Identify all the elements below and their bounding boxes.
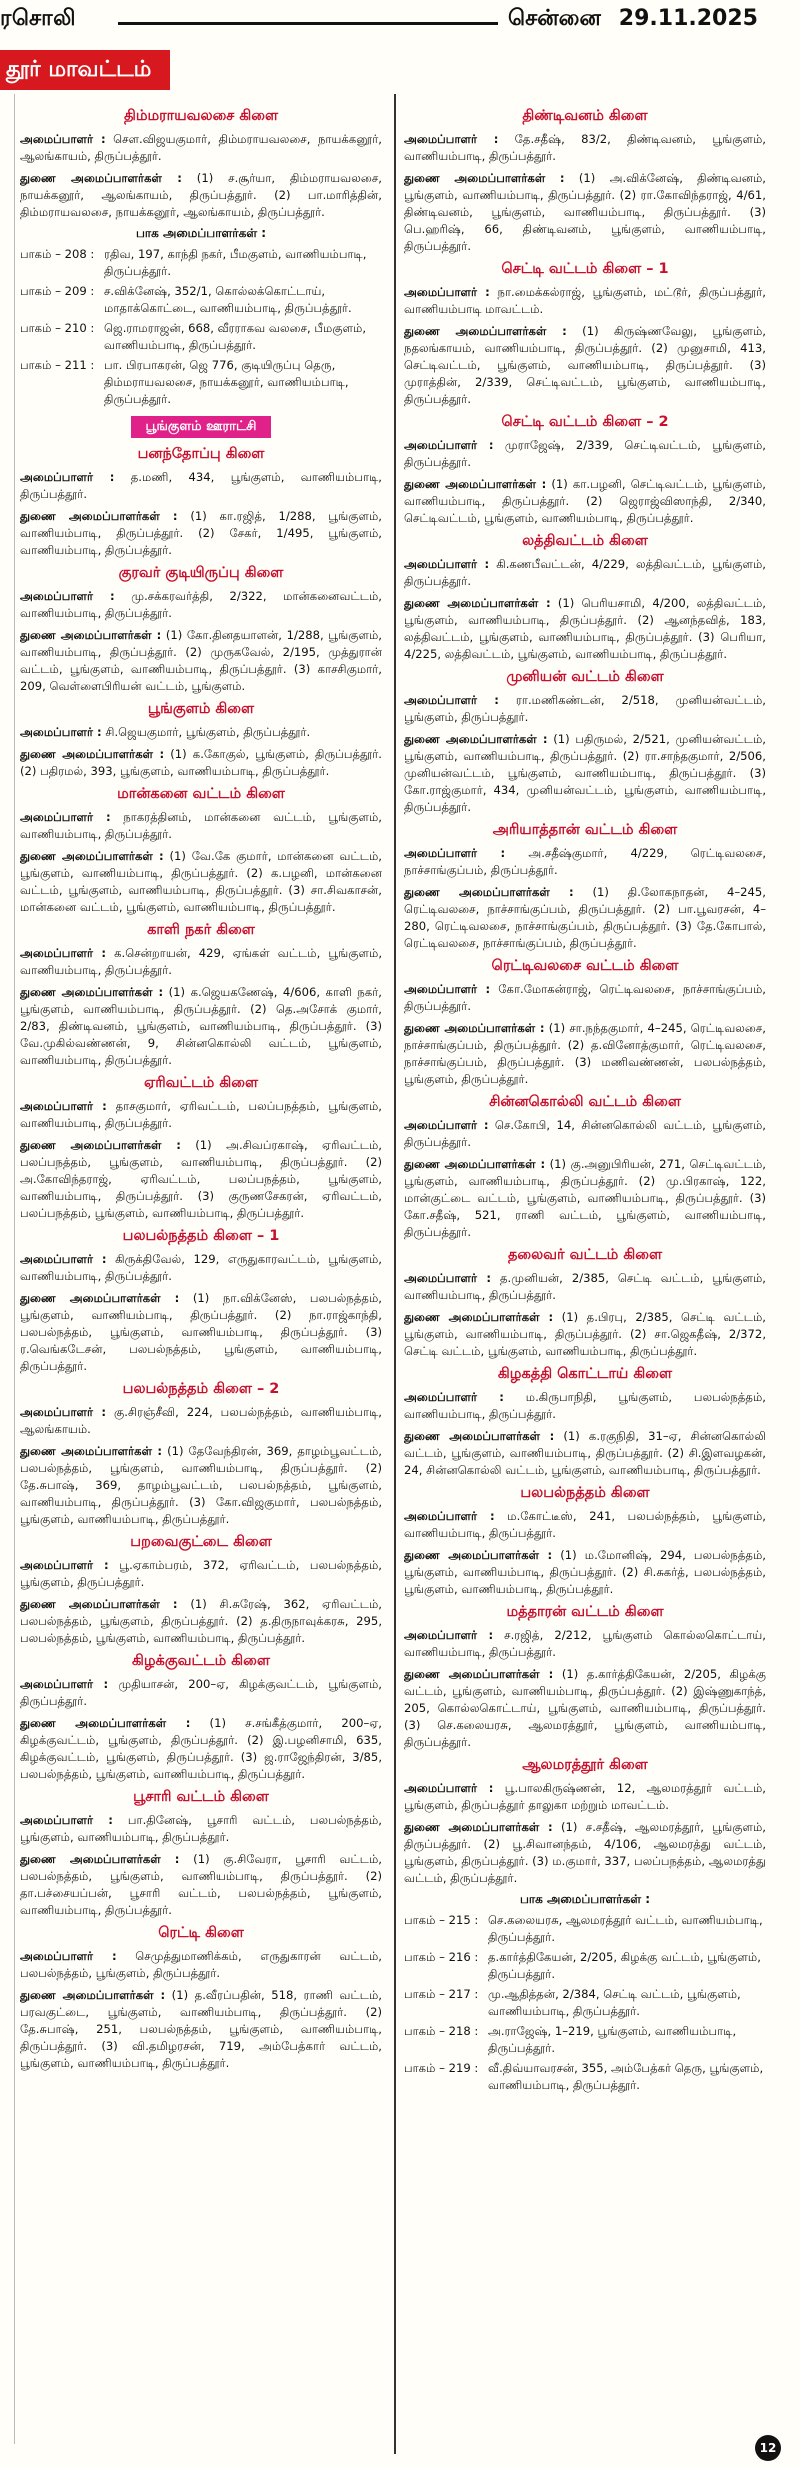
role-label: அமைப்பாளர் : xyxy=(20,1405,107,1419)
member-details: (1) கு.அனுபிரியன், 271, செட்டிவட்டம், பூங்குளம், வாணியம்பாடி, திருப்பத்தூர். (2) மு.பிரகாஷ், 122, மான்குட்டை வட்டம், பூங்குளம், வாணியம்பாடி, திருப்பத்தூர். (3) கோ.சதீஷ், 521, ராணி வட்டம், பூங்குளம், வாணியம்பாடி, திருப்பத்தூர். xyxy=(404,1157,766,1239)
booth-organizer: மு.ஆதித்தன், 2/384, செட்டி வட்டம், பூங்குளம், வாணியம்பாடி, திருப்பத்தூர். xyxy=(488,1987,741,2018)
role-label: துணை அமைப்பாளர்கள் : xyxy=(404,1429,555,1443)
page-edge-strip xyxy=(0,94,15,2444)
organizer-entry xyxy=(20,1404,382,1438)
role-label: துணை அமைப்பாளர்கள் : xyxy=(404,477,547,491)
district-heading: தூர் மாவட்டம் xyxy=(0,50,170,90)
booth-organizer: பா. பிரபாகரன், ஜெ 776, குடியிருப்பு தெரு, திம்மராயவலசை, நாயக்கனூர், வாணியம்பாடி, திருப்பத்தூர். xyxy=(104,358,349,406)
role-label: துணை அமைப்பாளர்கள் : xyxy=(20,1444,163,1458)
role-label: அமைப்பாளர் : xyxy=(20,1252,107,1266)
deputy-organizers-entry xyxy=(20,1290,382,1375)
member-details: ரா.மணிகண்டன், 2/518, முனியன்வட்டம், பூங்குளம், திருப்பத்தூர். xyxy=(404,693,766,724)
member-details: (1) த.பிரபு, 2/385, செட்டி வட்டம், பூங்குளம், வாணியம்பாடி, திருப்பத்தூர். (2) சா.ஜெகதீஷ், 2/372, செட்டி வட்டம், பூங்குளம், வாணியம்பாடி, திருப்பத்தூர். xyxy=(404,1310,766,1358)
member-details: த.மணி, 434, பூங்குளம், வாணியம்பாடி, திருப்பத்தூர். xyxy=(20,470,382,501)
member-details: (1) சி.சுரேஷ், 362, ஏரிவட்டம், பலபல்நத்தம், பூங்குளம், திருப்பத்தூர். (2) த.திருநாவுக்கரசு, 295, பலபல்நத்தம், பூங்குளம், வாணியம்பாடி, திருப்பத்தூர். xyxy=(20,1597,382,1645)
member-details: சி.ஜெயகுமார், பூங்குளம், திருப்பத்தூர். xyxy=(101,725,311,739)
branch-title: பூங்குளம் கிளை xyxy=(147,701,255,717)
role-label: துணை அமைப்பாளர்கள் : xyxy=(20,1716,191,1730)
booth-row xyxy=(20,246,382,280)
branch-section xyxy=(404,414,766,527)
organizer-entry xyxy=(20,1557,382,1591)
left-column xyxy=(20,104,382,2444)
deputy-organizers-entry xyxy=(404,1309,766,1360)
branch-title: பலபல்நத்தம் கிளை xyxy=(520,1485,650,1501)
branch-title: கிழகத்தி கொட்டாய் கிளை xyxy=(497,1366,673,1382)
branch-title: செட்டி வட்டம் கிளை – 1 xyxy=(501,261,669,277)
role-label: அமைப்பாளர் : xyxy=(20,1813,113,1827)
branch-section xyxy=(404,108,766,255)
deputy-organizers-entry xyxy=(20,1596,382,1647)
branch-title: ஏரிவட்டம் கிளை xyxy=(143,1075,259,1091)
branch-section xyxy=(20,108,382,408)
role-label: அமைப்பாளர் : xyxy=(20,1099,107,1113)
deputy-organizers-entry xyxy=(404,1819,766,1887)
branch-section xyxy=(404,1757,766,2094)
member-details: தே.சதீஷ், 83/2, திண்டிவனம், பூங்குளம், வாணியம்பாடி, திருப்பத்தூர். xyxy=(404,132,766,163)
branch-section xyxy=(404,1094,766,1241)
branch-title: மான்கனை வட்டம் கிளை xyxy=(117,786,285,802)
role-label: அமைப்பாளர் : xyxy=(404,1781,494,1795)
branch-title: அரியாத்தான் வட்டம் கிளை xyxy=(492,822,678,838)
dateline xyxy=(508,6,758,34)
deputy-organizers-entry xyxy=(404,1156,766,1241)
booth-organizer: அ.ராஜேஷ், 1–219, பூங்குளம், வாணியம்பாடி, திருப்பத்தூர். xyxy=(488,2024,737,2055)
branch-section xyxy=(20,1228,382,1375)
organizer-entry xyxy=(404,131,766,165)
organizer-entry xyxy=(20,1676,382,1710)
booth-number: பாகம் – 218 : xyxy=(404,2024,479,2038)
booth-row xyxy=(20,357,382,408)
deputy-organizers-entry xyxy=(20,984,382,1069)
organizer-entry xyxy=(20,131,382,165)
booth-organizers-heading: பாக அமைப்பாளர்கள் : xyxy=(519,1892,651,1906)
booth-number: பாகம் – 216 : xyxy=(404,1950,479,1964)
booth-row xyxy=(404,1949,766,1983)
member-details: (1) ம.மோனிஷ், 294, பலபல்நத்தம், பூங்குளம், வாணியம்பாடி, திருப்பத்தூர். (2) சி.சுகர்த், பலபல்நத்தம், பூங்குளம், வாணியம்பாடி, திருப்பத்தூர். xyxy=(404,1548,766,1596)
organizer-entry xyxy=(404,1627,766,1661)
branch-title: பலபல்நத்தம் கிளை – 2 xyxy=(122,1381,280,1397)
member-details: ம.கிருபாநிதி, பூங்குளம், பலபல்நத்தம், வாணியம்பாடி, திருப்பத்தூர். xyxy=(404,1390,766,1421)
booth-row xyxy=(404,1986,766,2020)
member-details: கி.கணபீவட்டன், 4/229, லத்திவட்டம், பூங்குளம், திருப்பத்தூர். xyxy=(404,557,766,588)
branch-title: பூசாரி வட்டம் கிளை xyxy=(133,1789,269,1805)
role-label: அமைப்பாளர் : xyxy=(404,557,490,571)
member-details: சௌ.விஜயகுமார், திம்மராயவலசை, நாயக்கனூர், ஆலங்காயம், திருப்பத்தூர். xyxy=(20,132,382,163)
member-details: (1) கோ.தினதயாளன், 1/288, பூங்குளம், வாணியம்பாடி, திருப்பத்தூர். (2) முருகவேல், 2/195, முத்துரான் வட்டம், பூங்குளம், வாணியம்பாடி, திருப்பத்தூர். (3) காசசிகுமார், 209, வெள்ளைபிரியன் வட்டம், பூங்குளம். xyxy=(20,628,382,693)
member-details: (1) க.ஜெயகணேஷ், 4/606, காளி நகர், பூங்குளம், வாணியம்பாடி, திருப்பத்தூர். (2) தெ.அசோக் குமார், 2/83, திண்டிவனம், பூங்குளம், வாணியம்பாடி, திருப்பத்தூர். (3) வே.முகில்வண்ணன், 9, சின்னகொல்லி வட்டம், பூங்குளம், வாணியம்பாடி, திருப்பத்தூர். xyxy=(20,985,382,1067)
member-details: பூ.பாலகிருஷ்ணன், 12, ஆலமரத்தூர் வட்டம், பூங்குளம், திருப்பத்தூர் தாலுகா மற்றும் மாவட்டம். xyxy=(404,1781,766,1812)
role-label: அமைப்பாளர் : xyxy=(404,1390,504,1404)
deputy-organizers-entry xyxy=(20,508,382,559)
branch-title: சின்னகொல்லி வட்டம் கிளை xyxy=(489,1094,681,1110)
deputy-organizers-entry xyxy=(20,1715,382,1783)
member-details: பூ.ஏகாம்பரம், 372, ஏரிவட்டம், பலபல்நத்தம், பூங்குளம், திருப்பத்தூர். xyxy=(20,1558,382,1589)
organizer-entry xyxy=(20,588,382,622)
right-column xyxy=(404,104,766,2444)
branch-title: மத்தாரன் வட்டம் கிளை xyxy=(506,1604,664,1620)
organizer-entry xyxy=(404,981,766,1015)
role-label: துணை அமைப்பாளர்கள் : xyxy=(20,1597,178,1611)
deputy-organizers-entry xyxy=(404,595,766,663)
role-label: அமைப்பாளர் : xyxy=(20,810,111,824)
branch-section xyxy=(404,261,766,408)
member-details: அ.சதீஷ்குமார், 4/229, ரெட்டிவலசை, நாச்சாங்குப்பம், திருப்பத்தூர். xyxy=(404,846,766,877)
organizer-entry xyxy=(20,945,382,979)
member-details: (1) சா.நந்தகுமார், 4–245, ரெட்டிவலசை, நாச்சாங்குப்பம், திருப்பத்தூர். (2) த.வினோத்குமார், ரெட்டிவலசை, நாச்சாங்குப்பம், திருப்பத்தூர். (3) மணிவண்ணன், பலபல்நத்தம், பூங்குளம், திருப்பத்தூர். xyxy=(404,1021,766,1086)
member-details: முராஜேஷ், 2/339, செட்டிவட்டம், பூங்குளம், திருப்பத்தூர். xyxy=(404,438,766,469)
organizer-entry xyxy=(20,469,382,503)
role-label: துணை அமைப்பாளர்கள் : xyxy=(404,1548,553,1562)
role-label: துணை அமைப்பாளர்கள் : xyxy=(20,985,164,999)
booth-row xyxy=(20,283,382,317)
deputy-organizers-entry xyxy=(20,1987,382,2072)
branch-section xyxy=(404,822,766,952)
booth-organizer: வீ.திவ்யாவரசன், 355, அம்பேத்கர் தெரு, பூங்குளம், வாணியம்பாடி, திருப்பத்தூர். xyxy=(488,2061,764,2092)
branch-title: ரெட்டிவலசை வட்டம் கிளை xyxy=(491,958,679,974)
role-label: அமைப்பாளர் : xyxy=(404,132,499,146)
deputy-organizers-entry xyxy=(404,476,766,527)
member-details: செமுத்துமாணிக்கம், எருதுகாரன் வட்டம், பலபல்நத்தம், பூங்குளம், திருப்பத்தூர். xyxy=(20,1949,382,1980)
member-details: (1) ச.சூர்யா, திம்மராயவலசை, நாயக்கனூர், ஆலங்காயம், திருப்பத்தூர். (2) பா.மாரித்தின், திம்மராயவலசை, நாயக்கனூர், ஆலங்காயம், திருப்பத்தூர். xyxy=(20,171,382,219)
role-label: துணை அமைப்பாளர்கள் : xyxy=(20,1988,166,2002)
organizer-entry xyxy=(404,1780,766,1814)
branch-section xyxy=(404,958,766,1088)
booth-organizer: செ.கலையரசு, ஆலமரத்தூர் வட்டம், வாணியம்பாடி, திருப்பத்தூர். xyxy=(488,1913,763,1944)
booth-organizer: ரதிவ, 197, காந்தி நகர், பீமகுளம், வாணியம்பாடி, திருப்பத்தூர். xyxy=(104,247,367,278)
organizer-entry xyxy=(20,1251,382,1285)
role-label: துணை அமைப்பாளர்கள் : xyxy=(404,324,567,338)
role-label: துணை அமைப்பாளர்கள் : xyxy=(20,849,164,863)
role-label: துணை அமைப்பாளர்கள் : xyxy=(20,1138,181,1152)
deputy-organizers-entry xyxy=(20,848,382,916)
member-details: (1) கா.ரஜித், 1/288, பூங்குளம், வாணியம்பாடி, திருப்பத்தூர். (2) சேகர், 1/495, பூங்குளம், வாணியம்பாடி, திருப்பத்தூர். xyxy=(20,509,382,557)
branch-section xyxy=(404,1247,766,1360)
role-label: துணை அமைப்பாளர்கள் : xyxy=(404,1021,545,1035)
booth-organizers-heading: பாக அமைப்பாளர்கள் : xyxy=(135,226,267,240)
branch-title: கிழக்குவட்டம் கிளை xyxy=(132,1653,270,1669)
member-details: ச.ரஜித், 2/212, பூங்குளம் கொல்லகொட்டாய், வாணியம்பாடி, திருப்பத்தூர். xyxy=(404,1628,766,1659)
branch-title: காளி நகர் கிளை xyxy=(147,922,255,938)
role-label: அமைப்பாளர் : xyxy=(404,1271,491,1285)
member-details: (1) அ.சிவப்ரகாஷ், ஏரிவட்டம், பலப்பநத்தம், பூங்குளம், வாணியம்பாடி, திருப்பத்தூர். (2) அ.கோவிந்தராஜ், ஏரிவட்டம், பலப்பநத்தம், பூங்குளம், வாணியம்பாடி, திருப்பத்தூர். (3) குருணசேகரன், ஏரிவட்டம், பலப்பநத்தம், பூங்குளம், வாணியம்பாடி, திருப்பத்தூர். xyxy=(20,1138,382,1220)
organizer-entry xyxy=(20,724,382,741)
branch-section xyxy=(20,1789,382,1919)
branch-title: பறவைகுட்டை கிளை xyxy=(130,1534,272,1550)
organizer-entry xyxy=(404,1389,766,1423)
booth-organizer: ஜெ.ராமராஜன், 668, வீரராகவ வலசை, பீமகுளம், வாணியம்பாடி, திருப்பத்தூர். xyxy=(104,321,367,352)
booth-organizer: ச.விக்னேஷ், 352/1, கொல்லக்கொட்டாய், மாதாக்கொட்டை, வாணியம்பாடி, திருப்பத்தூர். xyxy=(104,284,352,315)
organizer-entry xyxy=(404,845,766,879)
role-label: அமைப்பாளர் : xyxy=(404,982,491,996)
masthead-rule xyxy=(118,22,498,25)
branch-section xyxy=(404,669,766,816)
role-label: அமைப்பாளர் : xyxy=(20,725,102,739)
role-label: அமைப்பாளர் : xyxy=(20,470,115,484)
booth-number: பாகம் – 215 : xyxy=(404,1913,479,1927)
role-label: துணை அமைப்பாளர்கள் : xyxy=(20,1291,180,1305)
deputy-organizers-entry xyxy=(404,884,766,952)
member-details: ம.கோட்டீஸ், 241, பலபல்நத்தம், பூங்குளம், வாணியம்பாடி, திருப்பத்தூர். xyxy=(404,1509,766,1540)
member-details: (1) வே.கே குமார், மான்கனை வட்டம், பூங்குளம், வாணியம்பாடி, திருப்பத்தூர். (2) க.பழனி, மான்கனை வட்டம், பூங்குளம், வாணியம்பாடி, திருப்பத்தூர். (3) சா.சிவகாசன், மான்கனை வட்டம், பூங்குளம், வாணியம்பாடி, திருப்பத்தூர். xyxy=(20,849,382,914)
page-number: 12 xyxy=(755,2435,781,2461)
city-name: சென்னை xyxy=(508,6,601,31)
role-label: துணை அமைப்பாளர்கள் : xyxy=(404,1157,546,1171)
member-details: (1) நா.விக்னேஸ், பலபல்நத்தம், பூங்குளம், வாணியம்பாடி, திருப்பத்தூர். (2) நா.ராஜ்காந்தி, பலபல்நத்தம், பூங்குளம், வாணியம்பாடி, திருப்பத்தூர். (3) ர.வெங்கடேசன், பலபல்நத்தம், பூங்குளம், வாணியம்பாடி, திருப்பத்தூர். xyxy=(20,1291,382,1373)
organizer-entry xyxy=(404,284,766,318)
member-details: (1) ச.சதீஷ், ஆலமரத்தூர், பூங்குளம், திருப்பத்தூர். (2) பூ.சிவானந்தம், 4/106, ஆலமரத்து வட்டம், பூங்குளம், திருப்பத்தூர். (3) ம.குமார், 337, பலப்பநத்தம், ஆலமரத்து வட்டம், திருப்பத்தூர். xyxy=(404,1820,766,1885)
deputy-organizers-entry xyxy=(404,170,766,255)
deputy-organizers-entry xyxy=(404,323,766,408)
member-details: (1) கிருஷ்ணவேலு, பூங்குளம், நதலங்காயம், வாணியம்பாடி, திருப்பத்தூர். (2) முனுசாமி, 413, செட்டிவட்டம், பூங்குளம், வாணியம்பாடி, திருப்பத்தூர். (3) முராத்தின், 2/339, செட்டிவட்டம், பூங்குளம், வாணியம்பாடி, திருப்பத்தூர். xyxy=(404,324,766,406)
booth-organizer: த.கார்த்திகேயன், 2/205, கிழக்கு வட்டம், பூங்குளம், திருப்பத்தூர். xyxy=(488,1950,761,1981)
organizer-entry xyxy=(20,809,382,843)
organizer-entry xyxy=(404,1270,766,1304)
member-details: மு.சக்கரவர்த்தி, 2/322, மான்கனைவட்டம், வாணியம்பாடி, திருப்பத்தூர். xyxy=(20,589,382,620)
member-details: க.சென்றாயன், 429, ஏங்கள் வட்டம், பூங்குளம், வாணியம்பாடி, திருப்பத்தூர். xyxy=(20,946,382,977)
branch-section xyxy=(20,1925,382,2072)
branch-section xyxy=(20,565,382,695)
member-details: த.முனியன், 2/385, செட்டி வட்டம், பூங்குளம், வாணியம்பாடி, திருப்பத்தூர். xyxy=(404,1271,766,1302)
deputy-organizers-entry xyxy=(20,1443,382,1528)
deputy-organizers-entry xyxy=(20,1851,382,1919)
booth-number: பாகம் – 210 : xyxy=(20,321,95,335)
branch-title: செட்டி வட்டம் கிளை – 2 xyxy=(501,414,669,430)
masthead xyxy=(0,0,800,80)
organizer-entry xyxy=(404,692,766,726)
member-details: செ.கோபி, 14, சின்னகொல்லி வட்டம், பூங்குளம், திருப்பத்தூர். xyxy=(404,1118,766,1149)
member-details: (1) த.வீரப்பதின், 518, ராணி வட்டம், பரவகுட்டை, பூங்குளம், வாணியம்பாடி, திருப்பத்தூர். (2) தே.சுபாஷ், 251, பலபல்நத்தம், பூங்குளம், வாணியம்பாடி, திருப்பத்தூர். (3) வி.தமிழரசன், 719, அம்பேத்கார் வட்டம், பூங்குளம், வாணியம்பாடி, திருப்பத்தூர். xyxy=(20,1988,382,2070)
booth-row xyxy=(404,2023,766,2057)
deputy-organizers-entry xyxy=(20,746,382,780)
organizer-entry xyxy=(20,1098,382,1132)
deputy-organizers-entry xyxy=(20,170,382,221)
member-details: (1) தேவேந்திரன், 369, தாழம்பூவட்டம், பலபல்நத்தம், பூங்குளம், வாணியம்பாடி, திருப்பத்தூர். (2) தே.சுபாஷ், 369, தாழம்பூவட்டம், பலபல்நத்தம், பூங்குளம், வாணியம்பாடி, திருப்பத்தூர். (3) கோ.விஜகுமார், பலபல்நத்தம், பூங்குளம், வாணியம்பாடி, திருப்பத்தூர். xyxy=(20,1444,382,1526)
role-label: அமைப்பாளர் : xyxy=(20,132,106,146)
branch-title: முனியன் வட்டம் கிளை xyxy=(506,669,664,685)
member-details: (1) க.ரகுநிதி, 31–ஏ, சின்னகொல்லி வட்டம், பூங்குளம், வாணியம்பாடி, திருப்பத்தூர். (2) சி.இளவழகன், 24, சின்னகொல்லி வட்டம், பூங்குளம், வாணியம்பாடி, திருப்பத்தூர். xyxy=(404,1429,766,1477)
booth-row xyxy=(404,2060,766,2094)
branch-section xyxy=(20,922,382,1069)
member-details: கிருக்திவேல், 129, எருதுகாரவட்டம், பூங்குளம், வாணியம்பாடி, திருப்பத்தூர். xyxy=(20,1252,382,1283)
branch-section xyxy=(20,446,382,559)
booth-row xyxy=(404,1912,766,1946)
branch-title: பலபல்நத்தம் கிளை – 1 xyxy=(122,1228,280,1244)
branch-title: ஆலமரத்தூர் கிளை xyxy=(522,1757,648,1773)
role-label: துணை அமைப்பாளர்கள் : xyxy=(20,1852,180,1866)
organizer-entry xyxy=(404,1117,766,1151)
issue-date: 29.11.2025 xyxy=(618,6,758,31)
column-divider xyxy=(394,94,396,2454)
deputy-organizers-entry xyxy=(404,1547,766,1598)
role-label: அமைப்பாளர் : xyxy=(404,1509,495,1523)
member-details: பா.தினேஷ், பூசாரி வட்டம், பலபல்நத்தம், பூங்குளம், வாணியம்பாடி, திருப்பத்தூர். xyxy=(20,1813,382,1844)
role-label: அமைப்பாளர் : xyxy=(20,1677,109,1691)
role-label: அமைப்பாளர் : xyxy=(20,1558,109,1572)
branch-section xyxy=(20,1075,382,1222)
member-details: (1) கா.பழனி, செட்டிவட்டம், பூங்குளம், வாணியம்பாடி, திருப்பத்தூர். (2) ஜெராஜ்விஸாந்தி, 2/340, செட்டிவட்டம், பூங்குளம், வாணியம்பாடி, திருப்பத்தூர். xyxy=(404,477,766,525)
member-details: (1) பெரியசாமி, 4/200, லத்திவட்டம், பூங்குளம், வாணியம்பாடி, திருப்பத்தூர். (2) ஆனந்தவித், 183, லத்திவட்டம், பூங்குளம், வாணியம்பாடி, திருப்பத்தூர். (3) பெரியா, 4/225, லத்திவட்டம், பூங்குளம், வாணியம்பாடி, திருப்பத்தூர். xyxy=(404,596,766,661)
branch-title: தலைவர் வட்டம் கிளை xyxy=(507,1247,663,1263)
member-details: (1) ச.சங்கீத்குமார், 200–ஏ, கிழக்குவட்டம், பூங்குளம், திருப்பத்தூர். (2) இ.பழனிசாமி, 635, கிழக்குவட்டம், பூங்குளம், திருப்பத்தூர். (3) ஜ.ராஜேந்திரன், 3/85, பலபல்நத்தம், பூங்குளம், வாணியம்பாடி, திருப்பத்தூர். xyxy=(20,1716,382,1781)
organizer-entry xyxy=(404,556,766,590)
branch-title: லத்திவட்டம் கிளை xyxy=(522,533,648,549)
booth-number: பாகம் – 219 : xyxy=(404,2061,479,2075)
role-label: அமைப்பாளர் : xyxy=(404,285,490,299)
deputy-organizers-entry xyxy=(20,1137,382,1222)
role-label: துணை அமைப்பாளர்கள் : xyxy=(404,732,548,746)
role-label: துணை அமைப்பாளர்கள் : xyxy=(404,1667,554,1681)
branch-section xyxy=(404,1485,766,1598)
member-details: (1) கு.சிவேரா, பூசாரி வட்டம், பலபல்நத்தம், பூங்குளம், வாணியம்பாடி, திருப்பத்தூர். (2) தா.பச்சையப்பன், பூசாரி வட்டம், பலபல்நத்தம், பூங்குளம், வாணியம்பாடி, திருப்பத்தூர். xyxy=(20,1852,382,1917)
booth-number: பாகம் – 209 : xyxy=(20,284,95,298)
booth-number: பாகம் – 208 : xyxy=(20,247,95,261)
role-label: அமைப்பாளர் : xyxy=(404,438,494,452)
deputy-organizers-entry xyxy=(404,1666,766,1751)
member-details: கு.சிரஞ்சீவி, 224, பலபல்நத்தம், வாணியம்பாடி, ஆலங்காயம். xyxy=(20,1405,382,1436)
member-details: (1) தி.லோகநாதன், 4–245, ரெட்டிவலசை, நாச்சாங்குப்பம், திருப்பத்தூர். (2) பா.பூவரசன், 4–280, ரெட்டிவலசை, நாச்சாங்குப்பம், திருப்பத்தூர். (3) தே.கோபால், ரெட்டிவலசை, நாச்சாங்குப்பம், திருப்பத்தூர். xyxy=(404,885,766,950)
role-label: துணை அமைப்பாளர்கள் : xyxy=(20,509,178,523)
branch-title: குரவர் குடியிருப்பு கிளை xyxy=(118,565,284,581)
branch-section xyxy=(404,1604,766,1751)
member-details: முதியாசன், 200–ஏ, கிழக்குவட்டம், பூங்குளம், திருப்பத்தூர். xyxy=(20,1677,382,1708)
member-details: (1) அ.விக்னேஷ், திண்டிவனம், பூங்குளம், வாணியம்பாடி, திருப்பத்தூர். (2) ரா.கோவிந்தராஜ், 4/61, திண்டிவனம், பூங்குளம், வாணியம்பாடி, திருப்பத்தூர். (3) பெ.ஹரிஷ், 66, திண்டிவனம், பூங்குளம், வாணியம்பாடி, திருப்பத்தூர். xyxy=(404,171,766,253)
member-details: தாசகுமார், ஏரிவட்டம், பலப்பநத்தம், பூங்குளம், வாணியம்பாடி, திருப்பத்தூர். xyxy=(20,1099,382,1130)
member-details: (1) க.கோகுல், பூங்குளம், திருப்பத்தூர். (2) பதிரமல், 393, பூங்குளம், வாணியம்பாடி, திருப்பத்தூர். xyxy=(20,747,382,778)
role-label: அமைப்பாளர் : xyxy=(404,693,499,707)
role-label: துணை அமைப்பாளர்கள் : xyxy=(20,628,162,642)
role-label: துணை அமைப்பாளர்கள் : xyxy=(404,1820,553,1834)
member-details: (1) த.கார்த்திகேயன், 2/205, கிழக்கு வட்டம், பூங்குளம், வாணியம்பாடி, திருப்பத்தூர். (2) இஷ்ணுகாந்த், 205, கொல்லகொட்டாய், பூங்குளம், வாணியம்பாடி, திருப்பத்தூர். (3) செ.கலையரசு, ஆலமரத்தூர், பூங்குளம், வாணியம்பாடி, திருப்பத்தூர். xyxy=(404,1667,766,1749)
member-details: நா.மைக்கல்ராஜ், பூங்குளம், மட்டூர், திருப்பத்தூர், வாணியம்பாடி மாவட்டம். xyxy=(404,285,766,316)
role-label: துணை அமைப்பாளர்கள் : xyxy=(404,1310,554,1324)
branch-section xyxy=(20,701,382,780)
deputy-organizers-entry xyxy=(404,731,766,816)
role-label: துணை அமைப்பாளர்கள் : xyxy=(404,171,565,185)
deputy-organizers-entry xyxy=(404,1020,766,1088)
branch-section xyxy=(20,786,382,916)
newspaper-name: ரசொலி xyxy=(0,6,77,31)
member-details: (1) பதிருமல், 2/521, முனியன்வட்டம், பூங்குளம், வாணியம்பாடி, திருப்பத்தூர். (2) ரா.சாந்தகுமார், 2/506, முனியன்வட்டம், பூங்குளம், வாணியம்பாடி, திருப்பத்தூர். (3) கோ.ராஜ்குமார், 434, முனியன்வட்டம், பூங்குளம், வாணியம்பாடி, திருப்பத்தூர். xyxy=(404,732,766,814)
deputy-organizers-entry xyxy=(20,627,382,695)
role-label: துணை அமைப்பாளர்கள் : xyxy=(20,747,165,761)
role-label: துணை அமைப்பாளர்கள் : xyxy=(404,885,574,899)
booth-row xyxy=(20,320,382,354)
branch-title: ரெட்டி கிளை xyxy=(158,1925,244,1941)
organizer-entry xyxy=(20,1812,382,1846)
organizer-entry xyxy=(404,1508,766,1542)
branch-title: திண்டிவனம் கிளை xyxy=(522,108,648,124)
branch-section xyxy=(20,1381,382,1528)
role-label: துணை அமைப்பாளர்கள் : xyxy=(404,596,551,610)
branch-section xyxy=(20,1534,382,1647)
branch-section xyxy=(404,533,766,663)
deputy-organizers-entry xyxy=(404,1428,766,1479)
role-label: அமைப்பாளர் : xyxy=(20,589,115,603)
organizer-entry xyxy=(404,437,766,471)
role-label: அமைப்பாளர் : xyxy=(404,1118,489,1132)
branch-section xyxy=(20,1653,382,1783)
branch-title: திம்மராயவலசை கிளை xyxy=(123,108,279,124)
member-details: நாகரத்தினம், மான்கனை வட்டம், பூங்குளம், வாணியம்பாடி, திருப்பத்தூர். xyxy=(20,810,382,841)
role-label: துணை அமைப்பாளர்கள் : xyxy=(20,171,182,185)
branch-section xyxy=(404,1366,766,1479)
branch-title: பனந்தோப்பு கிளை xyxy=(137,446,265,462)
role-label: அமைப்பாளர் : xyxy=(404,1628,494,1642)
booth-number: பாகம் – 211 : xyxy=(20,358,95,372)
role-label: அமைப்பாளர் : xyxy=(20,1949,117,1963)
role-label: அமைப்பாளர் : xyxy=(404,846,506,860)
organizer-entry xyxy=(20,1948,382,1982)
booth-number: பாகம் – 217 : xyxy=(404,1987,479,2001)
role-label: அமைப்பாளர் : xyxy=(20,946,107,960)
panchayat-banner: பூங்குளம் ஊராட்சி xyxy=(131,416,271,438)
member-details: கோ.மோகன்ராஜ், ரெட்டிவலசை, நாச்சாங்குப்பம், திருப்பத்தூர். xyxy=(404,982,766,1013)
